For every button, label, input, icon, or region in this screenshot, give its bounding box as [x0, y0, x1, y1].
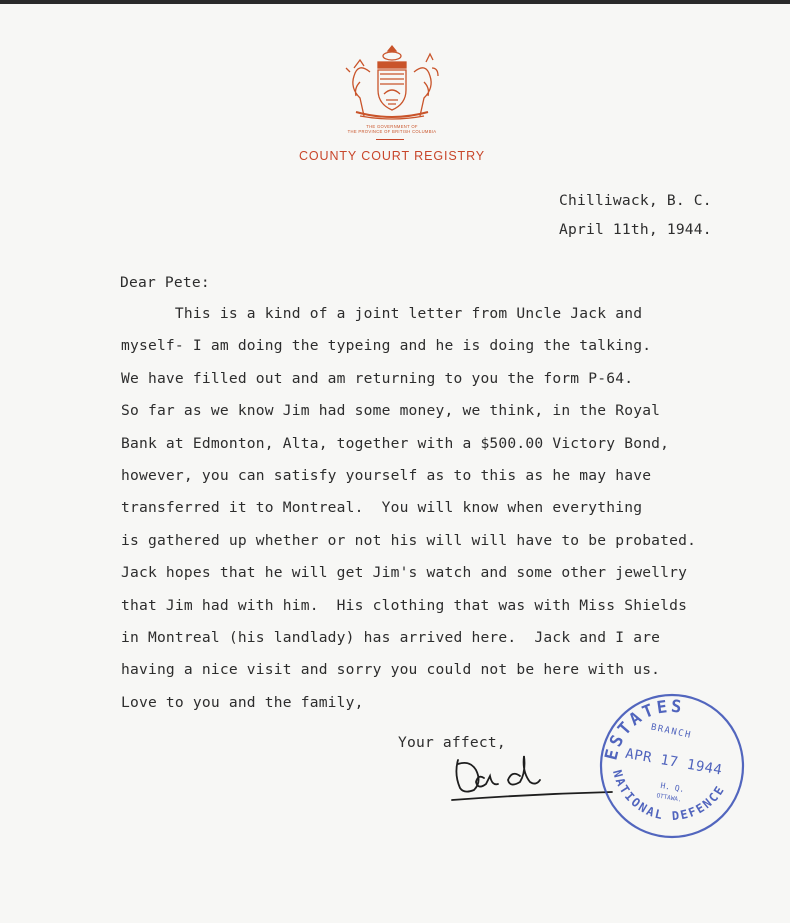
body-line: however, you can satisfy yourself as to this as he may have [121, 467, 652, 484]
date-line: April 11th, 1944. [559, 221, 712, 238]
body-line: So far as we know Jim had some money, we think, in the Royal [121, 402, 661, 420]
salutation: Dear Pete: [120, 274, 210, 291]
body-line: is gathered up whether or not his will will have to be probated. [121, 531, 697, 549]
government-line-1: THE GOVERNMENT OF [366, 124, 418, 129]
body-line: transferred it to Montreal. You will know when everything [121, 499, 643, 517]
body-line: myself- I am doing the typeing and he is doing the talking. [121, 337, 652, 355]
stamp-hq: H. Q. [659, 781, 686, 795]
body-line: Jack hopes that he will get Jim's watch and some other jewellry [121, 564, 688, 582]
body-line: Love to you and the family, [121, 693, 364, 711]
stamp-date: APR 17 1944 [624, 745, 724, 779]
signature [448, 752, 618, 812]
coat-of-arms-icon [340, 42, 444, 122]
place-line: Chilliwack, B. C. [559, 192, 712, 209]
registry-heading: COUNTY COURT REGISTRY [298, 149, 486, 163]
stamp-branch: BRANCH [649, 722, 693, 741]
stamp-top-text: ESTATES [601, 696, 686, 763]
estates-branch-stamp [594, 690, 750, 842]
stamp-bottom-text: NATIONAL DEFENCE [609, 768, 728, 824]
letter-page [0, 4, 790, 923]
body-line: in Montreal (his landlady) has arrived here. Jack and I are [121, 629, 661, 646]
body-line: Bank at Edmonton, Alta, together with a $500.00 Victory Bond, [121, 434, 670, 452]
closing: Your affect, [398, 734, 506, 751]
body-line: This is a kind of a joint letter from Uncle Jack and [121, 305, 643, 322]
letterhead-divider [376, 139, 404, 140]
body-line: that Jim had with him. His clothing that was with Miss Shields [121, 596, 688, 614]
government-line-2: THE PROVINCE OF BRITISH COLUMBIA [347, 129, 437, 134]
body-line: having a nice visit and sorry you could not be here with us. [121, 661, 661, 679]
stamp-city: OTTAWA. [655, 792, 683, 804]
body-line: We have filled out and am returning to you the form P-64. [121, 369, 634, 387]
